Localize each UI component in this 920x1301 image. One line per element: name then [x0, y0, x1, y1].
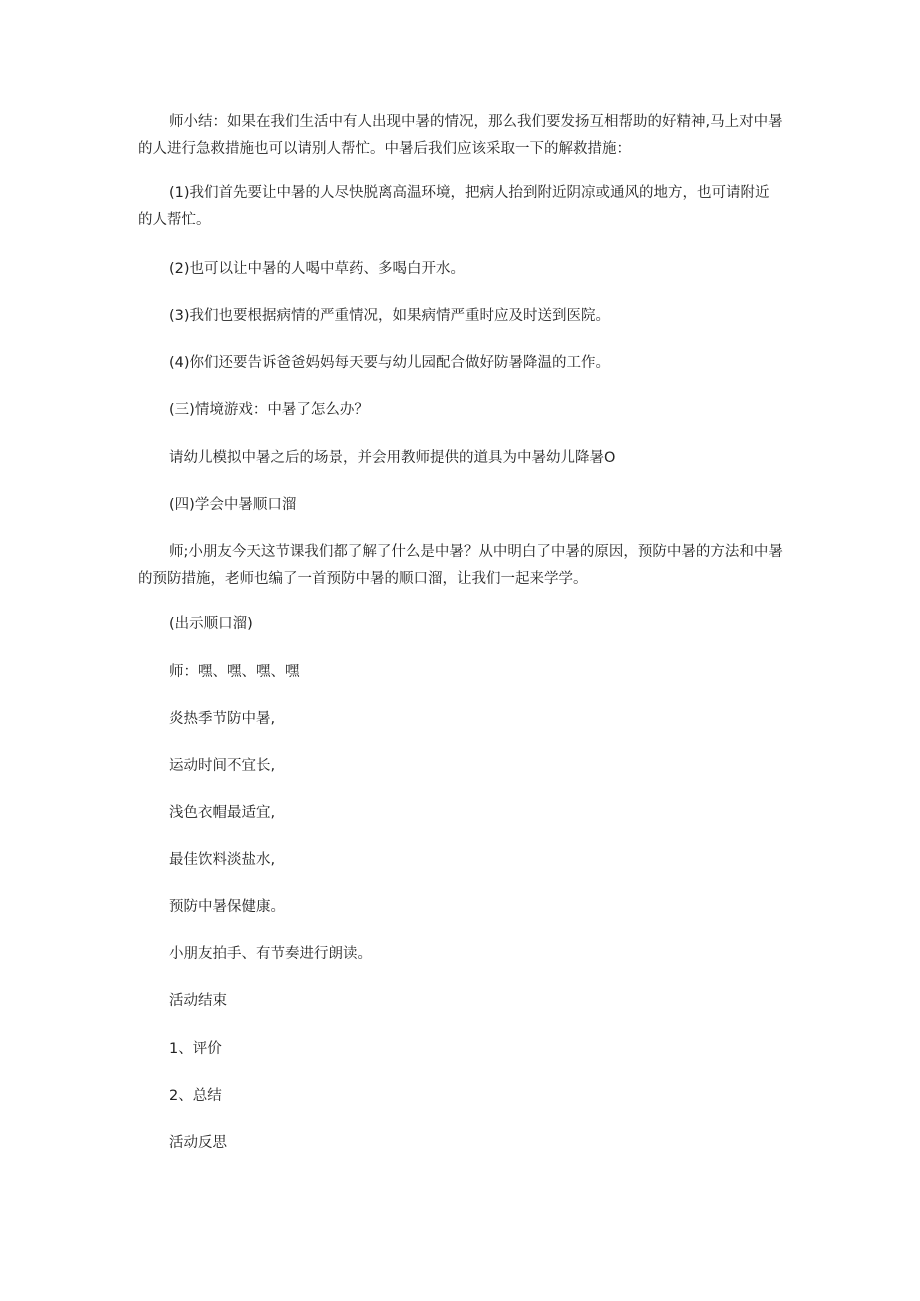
rhyme-line-4: 最佳饮料淡盐水, — [169, 852, 276, 868]
rhyme-line-1: 炎热季节防中暑, — [169, 711, 276, 727]
rhyme-line-2: 运动时间不宜长, — [169, 758, 276, 774]
paragraph-step-2: (2)也可以让中暑的人喝中草药、多喝白开水。 — [169, 261, 466, 277]
list-item-evaluate: 1、评价 — [169, 1041, 222, 1057]
rhyme-line-5: 预防中暑保健康。 — [169, 899, 285, 915]
paragraph-reading: 小朋友拍手、有节奏进行朗读。 — [169, 946, 372, 962]
rhyme-line-3: 浅色衣帽最适宜, — [169, 805, 276, 821]
section-heading-game: (三)情境游戏：中暑了怎么办？ — [169, 402, 369, 418]
section-heading-rhyme: (四)学会中暑顺口溜 — [169, 497, 297, 513]
paragraph-step-1: (1)我们首先要让中暑的人尽快脱离高温环境，把病人抬到附近阴凉或通风的地方，也可请附近的人帮忙。 — [138, 185, 770, 228]
paragraph-step-3: (3)我们也要根据病情的严重情况，如果病情严重时应及时送到医院。 — [169, 308, 611, 324]
section-heading-reflection: 活动反思 — [169, 1135, 227, 1151]
paragraph-summary: 师小结：如果在我们生活中有人出现中暑的情况，那么我们要发扬互相帮助的好精神,马上对中暑的人进行急救措施也可以请别人帮忙。中暑后我们应该采取一下的解救措施： — [138, 114, 783, 157]
rhyme-line-0: 师：嘿、嘿、嘿、嘿 — [169, 664, 300, 680]
list-item-summary: 2、总结 — [169, 1088, 222, 1104]
paragraph-teacher: 师;小朋友今天这节课我们都了解了什么是中暑？从中明白了中暑的原因，预防中暑的方法和中暑的预防措施，老师也编了一首预防中暑的顺口溜，让我们一起来学学。 — [138, 544, 783, 587]
paragraph-game: 请幼儿模拟中暑之后的场景，并会用教师提供的道具为中暑幼儿降暑O — [169, 450, 616, 466]
section-heading-end: 活动结束 — [169, 993, 227, 1009]
paragraph-step-4: (4)你们还要告诉爸爸妈妈每天要与幼儿园配合做好防暑降温的工作。 — [169, 355, 611, 371]
paragraph-show-rhyme: (出示顺口溜) — [169, 616, 253, 632]
